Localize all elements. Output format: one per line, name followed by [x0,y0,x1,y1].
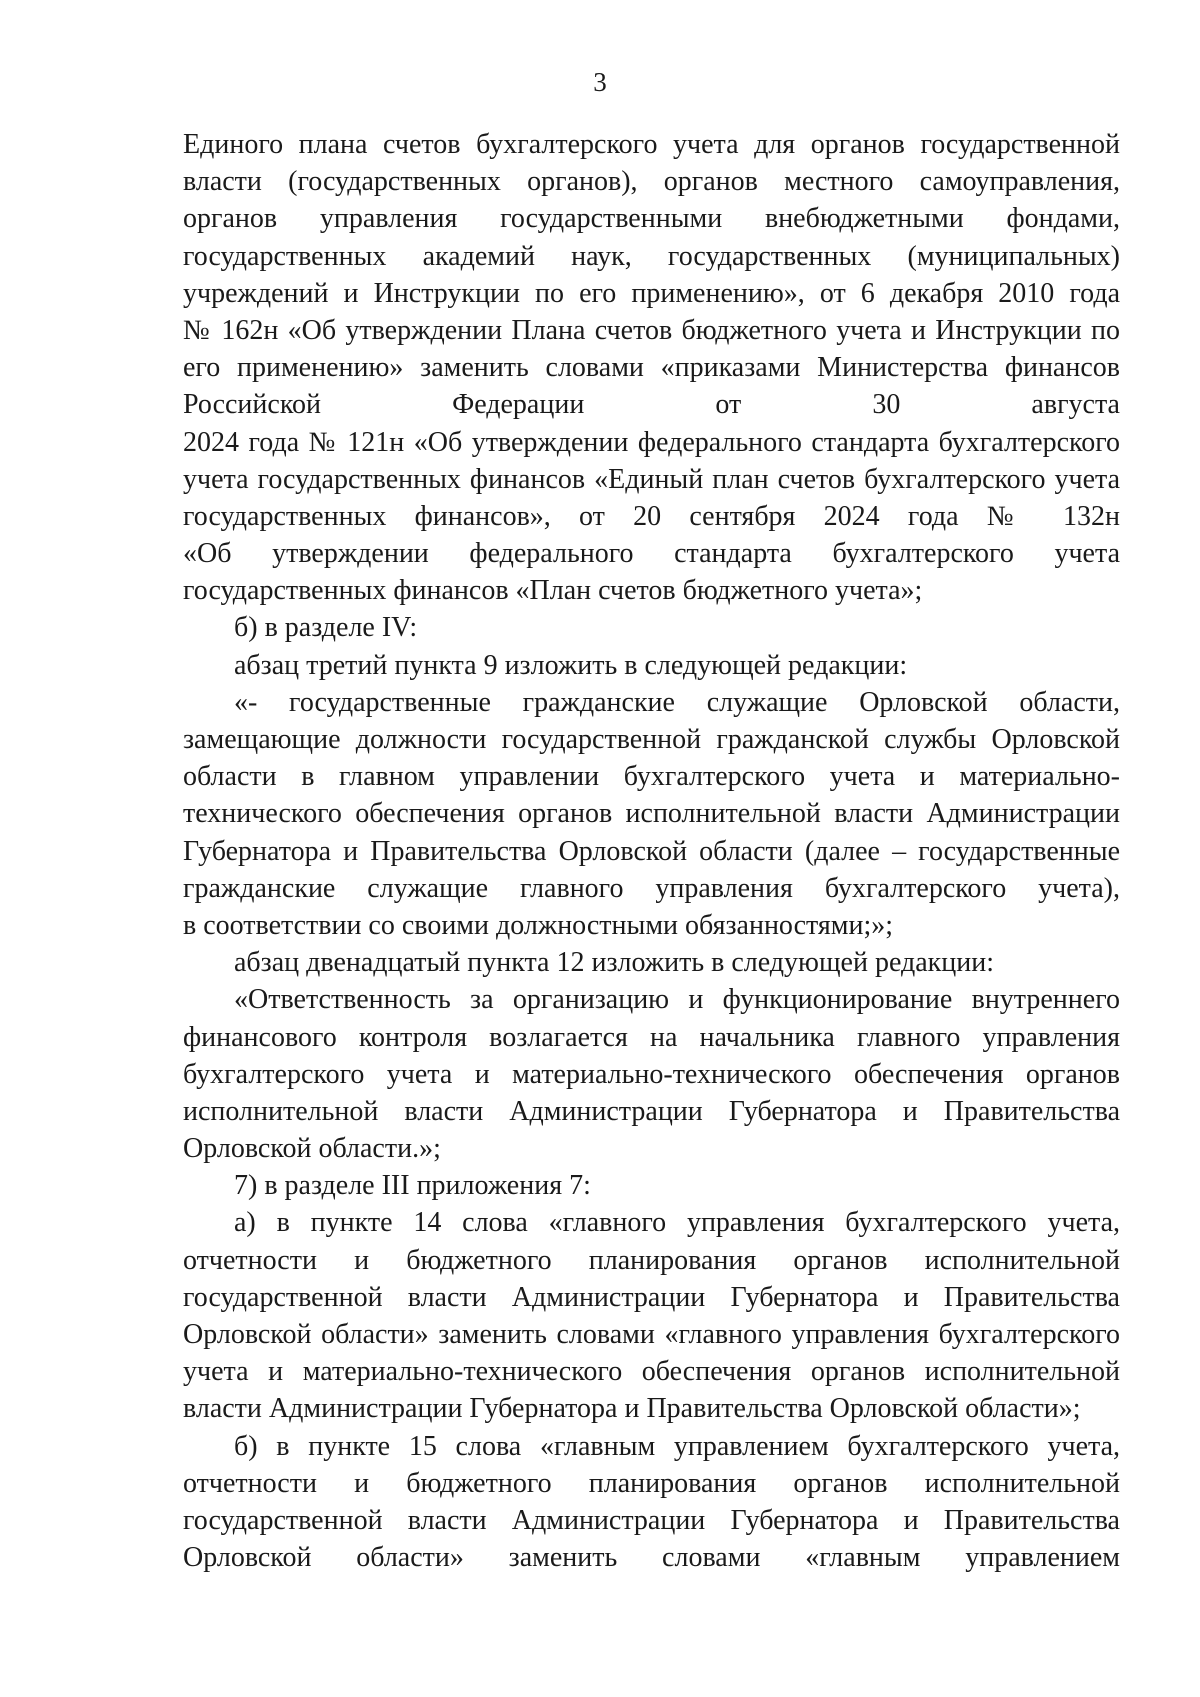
text-line: Губернатора и Правительства Орловской области (далее – государственные [183,835,1120,867]
text-line: замещающие должности государственной гражданской службы Орловской [183,724,1120,755]
text-line: государственных финансов», от 20 сентября 2024 года № 132н [183,500,1120,532]
text-line: отчетности и бюджетного планирования органов исполнительной [183,1244,1120,1276]
text-line: «Ответственность за организацию и функционирование внутреннего [234,984,1120,1016]
text-line: бухгалтерского учета и материально-технического обеспечения органов [183,1058,1120,1090]
text-line: отчетности и бюджетного планирования органов исполнительной [183,1467,1120,1499]
text-line: власти (государственных органов), органов местного самоуправления, [183,166,1120,198]
text-line: государственной власти Администрации Губернатора и Правительства [183,1281,1120,1313]
text-line: Орловской области.»; [183,1133,441,1165]
text-line: финансового контроля возлагается на начальника главного управления [183,1021,1120,1053]
text-line: № 162н «Об утверждении Плана счетов бюджетного учета и Инструкции по [183,314,1120,346]
text-line: учреждений и Инструкции по его применению», от 6 декабря 2010 года [183,277,1120,309]
text-line: а) в пункте 14 слова «главного управления бухгалтерского учета, [234,1207,1120,1239]
text-line: учета государственных финансов «Единый план счетов бухгалтерского учета [183,463,1120,495]
text-line: «- государственные гражданские служащие Орловской области, [234,686,1120,718]
text-line: его применению» заменить словами «приказами Министерства финансов [183,352,1120,384]
text-line: 2024 года № 121н «Об утверждении федерального стандарта бухгалтерского [183,426,1120,458]
text-line: государственной власти Администрации Губернатора и Правительства [183,1504,1120,1536]
text-line: области в главном управлении бухгалтерского учета и материально- [183,761,1120,793]
document-body [183,126,1120,1576]
text-line: б) в разделе IV: [234,612,418,644]
text-line: «Об утверждении федерального стандарта бухгалтерского учета [183,538,1120,570]
text-line: государственных академий наук, государственных (муниципальных) [183,240,1120,272]
text-line: 7) в разделе III приложения 7: [234,1170,591,1202]
text-line: органов управления государственными внебюджетными фондами, [183,203,1120,235]
page-number: 3 [593,67,607,97]
text-line: Российской Федерации от 30 августа [183,389,1120,421]
text-line: гражданские служащие главного управления бухгалтерского учета), [183,872,1120,904]
text-line: учета и материально-технического обеспечения органов исполнительной [183,1356,1120,1388]
text-line: в соответствии со своими должностными обязанностями;»; [183,909,894,941]
text-line: абзац двенадцатый пункта 12 изложить в следующей редакции: [234,947,995,979]
text-line: б) в пункте 15 слова «главным управлением бухгалтерского учета, [234,1430,1120,1462]
text-line: технического обеспечения органов исполнительной власти Администрации [183,798,1120,830]
text-line: власти Администрации Губернатора и Правительства Орловской области»; [183,1393,1081,1425]
text-line: Орловской области» заменить словами «главным управлением [183,1542,1120,1574]
text-line: Орловской области» заменить словами «главного управления бухгалтерского [183,1319,1120,1350]
text-line: исполнительной власти Администрации Губернатора и Правительства [183,1095,1120,1127]
text-line: абзац третий пункта 9 изложить в следующей редакции: [234,649,908,681]
text-line: государственных финансов «План счетов бюджетного учета»; [183,575,923,607]
text-line: Единого плана счетов бухгалтерского учета для органов государственной [183,129,1120,160]
